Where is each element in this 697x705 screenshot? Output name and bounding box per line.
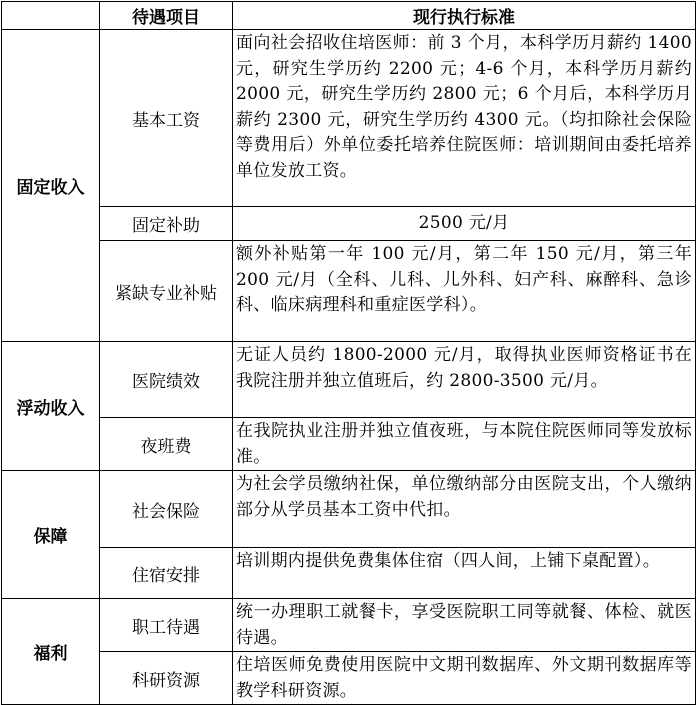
table-row bbox=[2, 548, 696, 599]
item-research-resources: 科研资源 bbox=[100, 652, 233, 705]
standard-night-shift: 在我院执业注册并独立值夜班，与本院住院医师同等发放标准。 bbox=[233, 418, 696, 471]
item-basic-salary: 基本工资 bbox=[100, 30, 233, 207]
header-item: 待遇项目 bbox=[100, 2, 233, 30]
header-category bbox=[2, 2, 100, 30]
standard-accommodation: 培训期内提供免费集体住宿（四人间，上铺下桌配置）。 bbox=[233, 548, 696, 599]
table-row bbox=[2, 30, 696, 207]
table-row bbox=[2, 471, 696, 548]
table-row bbox=[2, 207, 696, 241]
item-night-shift: 夜班费 bbox=[100, 418, 233, 471]
table-row bbox=[2, 418, 696, 471]
standard-hospital-performance: 无证人员约 1800-2000 元/月，取得执业医师资格证书在我院注册并独立值班后，约 2800-3500 元/月。 bbox=[233, 342, 696, 418]
item-shortage-subsidy: 紧缺专业补贴 bbox=[100, 241, 233, 342]
table-row bbox=[2, 599, 696, 652]
table-row bbox=[2, 241, 696, 342]
standard-basic-salary: 面向社会招收住培医师：前 3 个月，本科学历月薪约 1400 元，研究生学历约 2200 元；4-6 个月，本科学历月薪约 2000 元，研究生学历约 2800 元；6 个月后，本科学历月薪约 2300 元，研究生学历约 4300 元。（均扣除社会保险等费用后）外单位委托培养住院医师：培训期间由委托培养单位发放工资。 bbox=[233, 30, 696, 207]
category-floating-income: 浮动收入 bbox=[2, 342, 100, 471]
item-fixed-subsidy: 固定补助 bbox=[100, 207, 233, 241]
item-social-insurance: 社会保险 bbox=[100, 471, 233, 548]
item-accommodation: 住宿安排 bbox=[100, 548, 233, 599]
header-row bbox=[2, 2, 696, 30]
standard-fixed-subsidy: 2500 元/月 bbox=[233, 207, 696, 241]
category-fixed-income: 固定收入 bbox=[2, 30, 100, 342]
standard-staff-benefits: 统一办理职工就餐卡，享受医院职工同等就餐、体检、就医待遇。 bbox=[233, 599, 696, 652]
standard-research-resources: 住培医师免费使用医院中文期刊数据库、外文期刊数据库等教学科研资源。 bbox=[233, 652, 696, 705]
standard-social-insurance: 为社会学员缴纳社保，单位缴纳部分由医院支出，个人缴纳部分从学员基本工资中代扣。 bbox=[233, 471, 696, 548]
header-standard: 现行执行标准 bbox=[233, 2, 696, 30]
table-row bbox=[2, 342, 696, 418]
benefits-table bbox=[1, 1, 696, 705]
category-security: 保障 bbox=[2, 471, 100, 599]
item-staff-benefits: 职工待遇 bbox=[100, 599, 233, 652]
table-row bbox=[2, 652, 696, 705]
standard-shortage-subsidy: 额外补贴第一年 100 元/月，第二年 150 元/月，第三年 200 元/月（全科、儿科、儿外科、妇产科、麻醉科、急诊科、临床病理科和重症医学科）。 bbox=[233, 241, 696, 342]
category-welfare: 福利 bbox=[2, 599, 100, 705]
item-hospital-performance: 医院绩效 bbox=[100, 342, 233, 418]
